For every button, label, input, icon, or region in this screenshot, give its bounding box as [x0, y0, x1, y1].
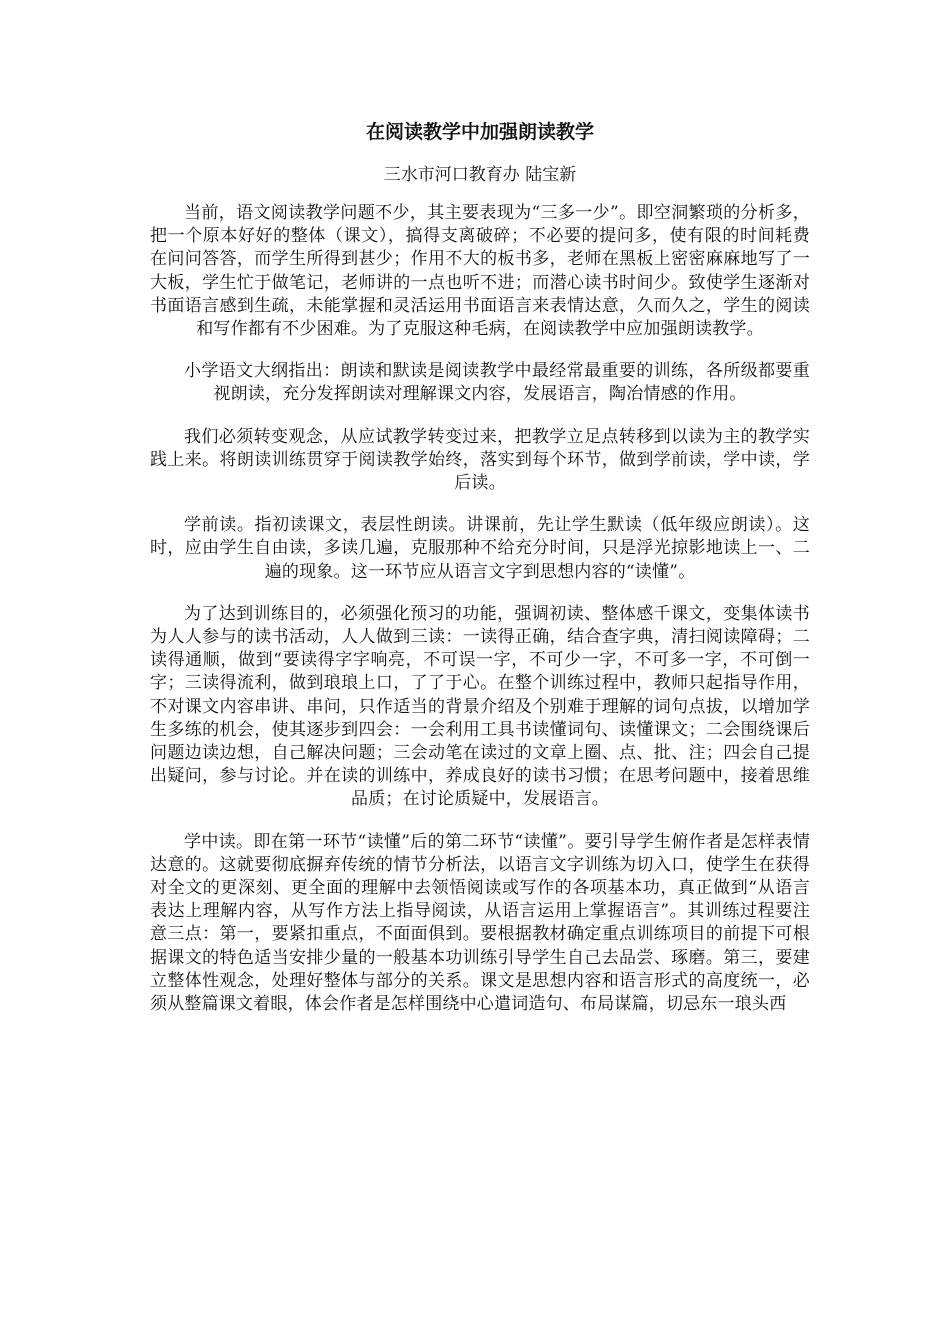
- paragraph: 为了达到训练目的，必须强化预习的功能，强调初读、整体感千课文，变集体读书为人人参与的读书活动，人人做到三读：一读得正确，结合查字典，清扫阅读障碍；二读得通顺，做到“要读得字字响亮，不可误一字，不可少一字，不可多一字，不可倒一字；三读得流利，做到琅琅上口，了了于心。在整个训练过程中，教师只起指导作用，不对课文内容串讲、串问，只作适当的背景介绍及个别难于理解的词句点拔，以增加学生多练的机会，使其逐步到四会：一会利用工具书读懂词句、读懂课文；二会围绕课后问题边读边想，自己解决问题；三会动笔在读过的文章上圈、点、批、注；四会自己提出疑问，参与讨论。并在读的训练中，养成良好的读书习惯；在思考问题中，接着思维品质；在讨论质疑中，发展语言。: [150, 603, 810, 810]
- document-author: 三水市河口教育办 陆宝新: [383, 165, 577, 185]
- document-title: 在阅读教学中加强朗读教学: [365, 121, 594, 143]
- paragraph: 学中读。即在第一环节“读懂”后的第二环节“读懂”。要引导学生俯作者是怎样表情达意的。这就要彻底摒弃传统的情节分析法，以语言文字训练为切入口，使学生在获得对全文的更深刻、更全面的理解中去领悟阅读或写作的各项基本功，真正做到“从语言表达上理解内容，从写作方法上指导阅读，从语言运用上掌握语言”。其训练过程要注意三点：第一，要紧扣重点，不面面俱到。要根据教材确定重点训练项目的前提下可根据课文的特色适当安排少量的一般基本功训练引导学生自己去品尝、琢磨。第三，要建立整体性观念，处理好整体与部分的关系。课文是思想内容和语言形式的高度统一，必须从整篇课文着眼，体会作者是怎样围绕中心遣词造句、布局谋篇，切忌东一琅头西: [150, 831, 810, 1015]
- paragraph: 我们必须转变观念，从应试教学转变过来，把教学立足点转移到以读为主的教学实践上来。将朗读训练贯穿于阅读教学始终，落实到每个环节，做到学前读，学中读，学后读。: [150, 426, 810, 494]
- paragraph: 学前读。指初读课文，表层性朗读。讲课前，先让学生默读（低年级应朗读）。这时，应由学生自由读，多读几遍，克服那种不给充分时间，只是浮光掠影地读上一、二遍的现象。这一环节应从语言文字到思想内容的“读懂”。: [150, 515, 810, 582]
- paragraph: 当前，语文阅读教学问题不少，其主要表现为“三多一少”。即空洞繁琐的分析多，把一个原本好好的整体（课文），搞得支离破碎；不必要的提问多，使有限的时间耗费在问问答答，而学生所得到甚少；作用不大的板书多，老师在黑板上密密麻麻地写了一大板，学生忙于做笔记，老师讲的一点也听不进；而潜心读书时间少。致使学生逐渐对书面语言感到生疏，未能掌握和灵活运用书面语言来表情达意，久而久之，学生的阅读和写作都有不少困难。为了克服这种毛病，在阅读教学中应加强朗读教学。: [150, 203, 810, 340]
- document-page: [150, 118, 810, 1035]
- paragraph: 小学语文大纲指出：朗读和默读是阅读教学中最经常最重要的训练，各所级都要重视朗读，充分发挥朗读对理解课文内容，发展语言，陶冶情感的作用。: [184, 361, 810, 405]
